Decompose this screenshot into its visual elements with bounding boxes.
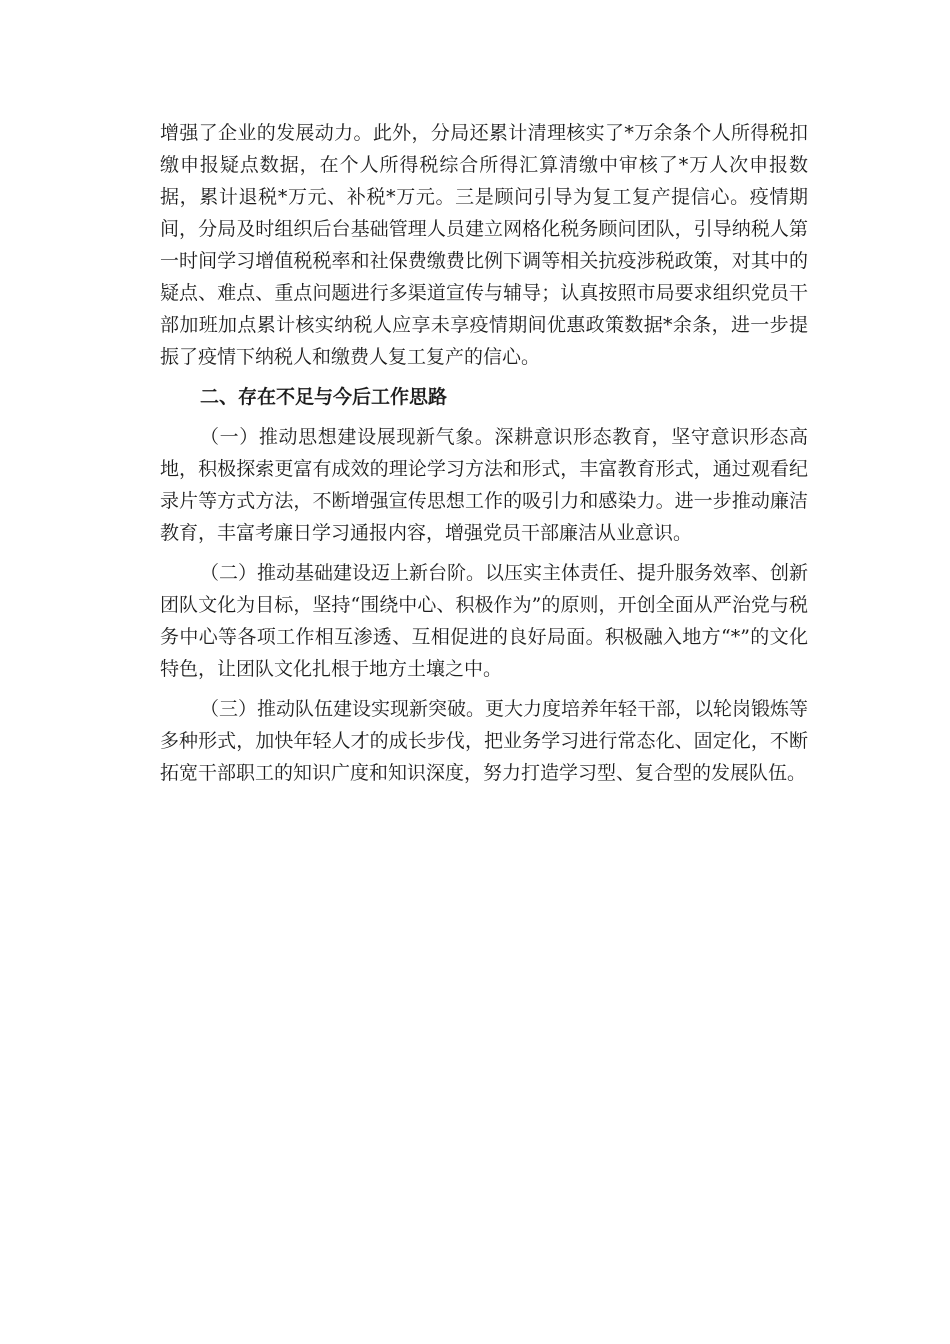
body-paragraph-foundation-building: （二）推动基础建设迈上新台阶。以压实主体责任、提升服务效率、创新团队文化为目标，坚持“围绕中心、积极作为”的原则，开创全面从严治党与税务中心等各项工作相互渗透、互相促进的良好局面。积极融入地方“*”的文化特色，让团队文化扎根于地方土壤之中。 (160, 562, 809, 680)
section-heading: 二、存在不足与今后工作思路 (200, 386, 448, 408)
body-paragraph-team-building: （三）推动队伍建设实现新突破。更大力度培养年轻干部，以轮岗锻炼等多种形式，加快年轻人才的成长步伐，把业务学习进行常态化、固定化，不断拓宽干部职工的知识广度和知识深度，努力打造学习型、复合型的发展队伍。 (160, 698, 809, 784)
document-body (160, 117, 808, 797)
body-paragraph-thought-building: （一）推动思想建设展现新气象。深耕意识形态教育，坚守意识形态高地，积极探索更富有成效的理论学习方法和形式，丰富教育形式，通过观看纪录片等方式方法，不断增强宣传思想工作的吸引力和感染力。进一步推动廉洁教育，丰富考廉日学习通报内容，增强党员干部廉洁从业意识。 (160, 426, 808, 544)
body-paragraph-continued: 增强了企业的发展动力。此外，分局还累计清理核实了*万余条个人所得税扣缴申报疑点数据，在个人所得税综合所得汇算清缴中审核了*万人次申报数据，累计退税*万元、补税*万元。三是顾问引导为复工复产提信心。疫情期间，分局及时组织后台基础管理人员建立网格化税务顾问团队，引导纳税人第一时间学习增值税税率和社保费缴费比例下调等相关抗疫涉税政策，对其中的疑点、难点、重点问题进行多渠道宣传与辅导；认真按照市局要求组织党员干部加班加点累计核实纳税人应享未享疫情期间优惠政策数据*余条，进一步提振了疫情下纳税人和缴费人复工复产的信心。 (160, 122, 808, 368)
